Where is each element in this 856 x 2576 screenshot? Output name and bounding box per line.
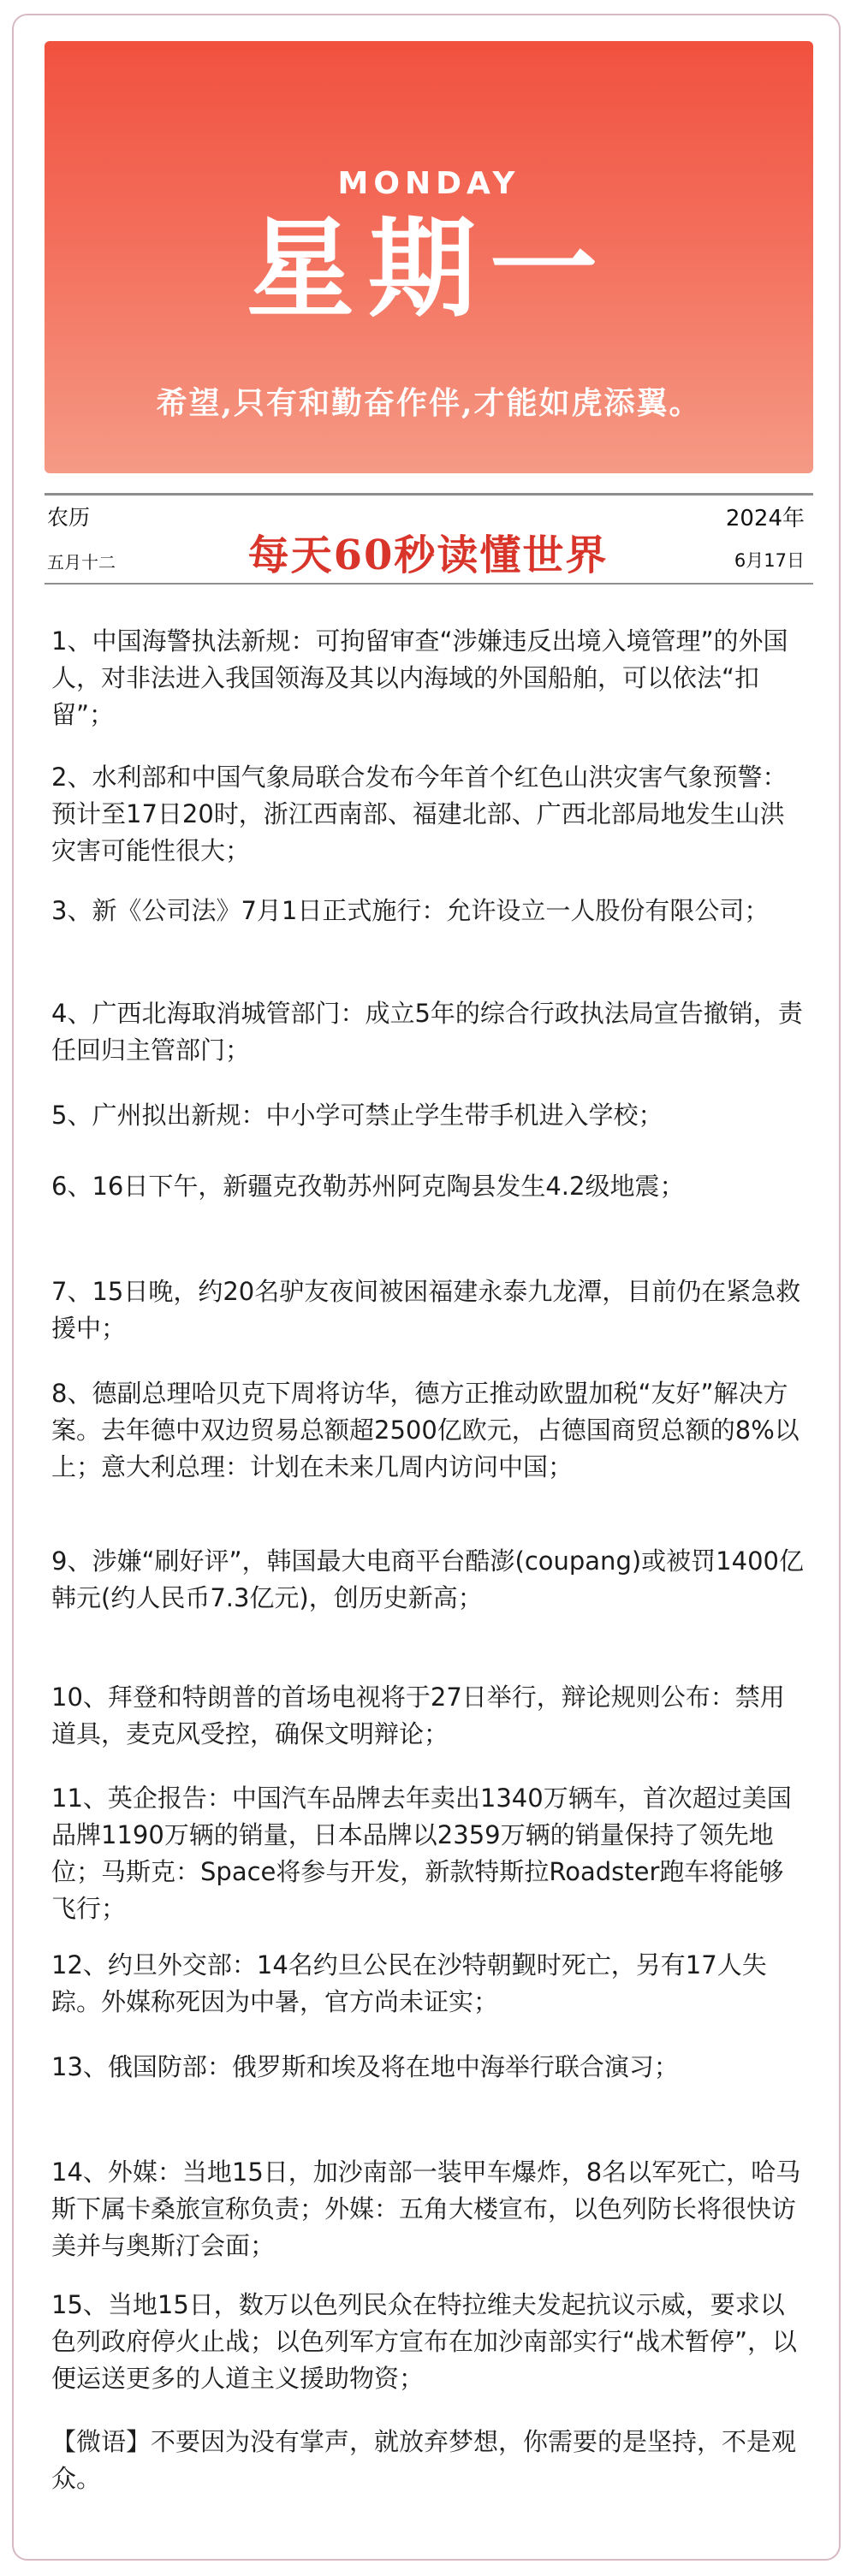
news-item-12: 12、约旦外交部：14名约旦公民在沙特朝觐时死亡，另有17人失踪。外媒称死因为中暑，官方尚未证实； <box>51 1950 767 2016</box>
news-item-11: 11、英企报告：中国汽车品牌去年卖出1340万辆车，首次超过美国品牌1190万辆的销量，日本品牌以2359万辆的销量保持了领先地位；马斯克：Space将参与开发，新款特斯拉Roadster跑车将能够飞行； <box>51 1784 792 1923</box>
date: 6月17日 <box>734 550 805 571</box>
news-item-8: 8、德副总理哈贝克下周将访华，德方正推动欧盟加税“友好”解决方案。去年德中双边贸易总额超2500亿欧元，占德国商贸总额的8%以上；意大利总理：计划在未来几周内访问中国； <box>51 1379 800 1481</box>
lunar-date: 五月十二 <box>47 552 116 573</box>
year: 2024年 <box>725 506 805 531</box>
weekday-english: MONDAY <box>337 166 520 201</box>
news-item-7: 7、15日晚，约20名驴友夜间被困福建永泰九龙潭，目前仍在紧急救援中； <box>51 1277 801 1343</box>
news-item-14: 14、外媒：当地15日，加沙南部一装甲车爆炸，8名以军死亡，哈马斯下属卡桑旅宣称负责；外媒：五角大楼宣布，以色列防长将很快访美并与奥斯汀会面； <box>51 2158 801 2260</box>
news-item-1: 1、中国海警执法新规：可拘留审查“涉嫌违反出境入境管理”的外国人，对非法进入我国领海及其以内海域的外国船舶，可以依法“扣留”； <box>51 626 788 729</box>
date-block <box>726 501 805 573</box>
news-item-9: 9、涉嫌“刷好评”，韩国最大电商平台酷澎(coupang)或被罚1400亿韩元(约人民币7.3亿元)，创历史新高； <box>51 1546 804 1612</box>
header-top-rule <box>45 493 813 496</box>
daily-quote: 【微语】不要因为没有掌声，就放弃梦想，你需要的是坚持，不是观众。 <box>51 2427 797 2493</box>
page-title: 每天60秒读懂世界 <box>247 531 609 579</box>
news-item-15: 15、当地15日，数万以色列民众在特拉维夫发起抗议示威，要求以色列政府停火止战；以色列军方宣布在加沙南部实行“战术暂停”，以便运送更多的人道主义援助物资； <box>51 2290 798 2393</box>
weekday-chinese: 星期一 <box>247 205 611 332</box>
news-item-10: 10、拜登和特朗普的首场电视将于27日举行，辩论规则公布：禁用道具，麦克风受控，确保文明辩论； <box>51 1683 785 1748</box>
lunar-label: 农历 <box>47 505 91 530</box>
news-item-3: 3、新《公司法》7月1日正式施行：允许设立一人股份有限公司； <box>51 896 770 925</box>
day-banner <box>45 41 813 473</box>
header-bottom-rule <box>45 583 813 585</box>
news-item-5: 5、广州拟出新规：中小学可禁止学生带手机进入学校； <box>51 1101 663 1130</box>
news-item-13: 13、俄国防部：俄罗斯和埃及将在地中海举行联合演习； <box>51 2052 679 2081</box>
news-item-6: 6、16日下午，新疆克孜勒苏州阿克陶县发生4.2级地震； <box>51 1172 685 1201</box>
news-item-2: 2、水利部和中国气象局联合发布今年首个红色山洪灾害气象预警：预计至17日20时，浙江西南部、福建北部、广西北部局地发生山洪灾害可能性很大； <box>51 763 788 865</box>
news-item-4: 4、广西北海取消城管部门：成立5年的综合行政执法局宣告撤销，责任回归主管部门； <box>51 999 803 1065</box>
banner-quote: 希望,只有和勤奋作伴,才能如虎添翼。 <box>156 385 702 421</box>
